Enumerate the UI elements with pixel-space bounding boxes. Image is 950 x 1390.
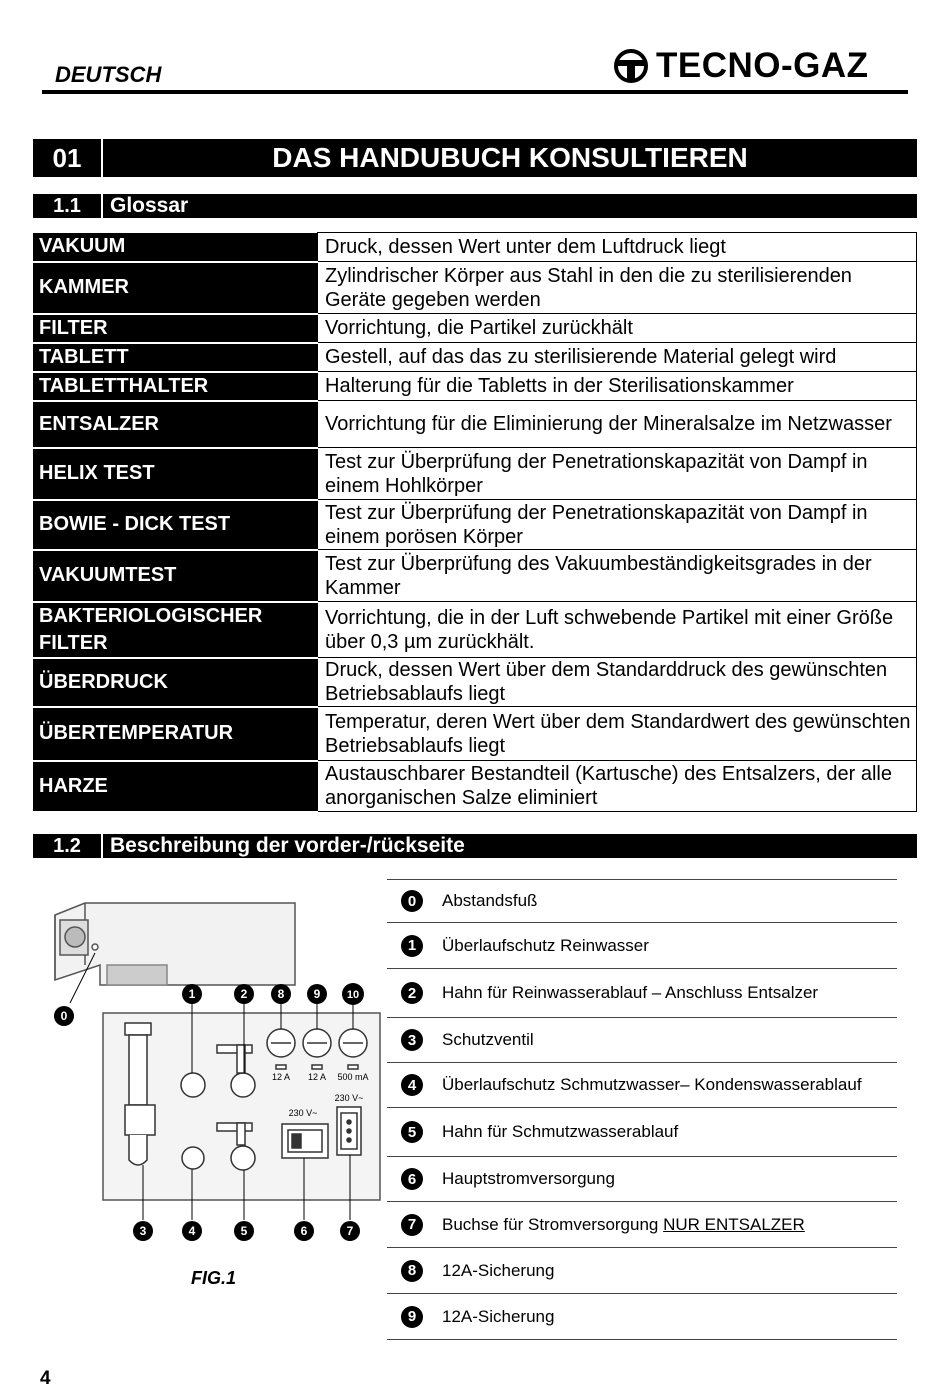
glossary-number: 1.1 <box>33 194 103 218</box>
glossary-term: ÜBERDRUCK <box>33 658 318 707</box>
legend-underlined-label: NUR ENTSALZER <box>663 1214 805 1234</box>
device-rear-panel-figure <box>45 895 385 1255</box>
legend-number-badge: 1 <box>401 935 423 957</box>
legend-item <box>387 1202 897 1248</box>
legend-label: Überlaufschutz Reinwasser <box>442 935 649 955</box>
legend-label: Schutzventil <box>442 1030 534 1049</box>
glossary-definition: Vorrichtung, die Partikel zurückhält <box>318 314 917 343</box>
glossary-row <box>33 448 917 500</box>
glossary-table <box>33 232 917 813</box>
glossary-definition: Austauschbarer Bestandteil (Kartusche) des Entsalzers, der alle anorganischen Salze eliminiert <box>318 761 917 812</box>
legend-number-badge: 7 <box>401 1214 423 1236</box>
legend-item <box>387 1108 897 1157</box>
glossary-row <box>33 343 917 372</box>
glossary-definition: Temperatur, deren Wert über dem Standardwert des gewünschten Betriebsablaufs liegt <box>318 707 917 761</box>
legend-text <box>442 1075 862 1095</box>
callout-0: 0 <box>60 1009 68 1023</box>
legend-item <box>387 879 897 923</box>
glossary-definition: Druck, dessen Wert unter dem Luftdruck liegt <box>318 233 917 262</box>
language-label: DEUTSCH <box>55 62 162 87</box>
glossary-definition: Zylindrischer Körper aus Stahl in den die zu sterilisierenden Geräte gegeben werden <box>318 262 917 314</box>
glossary-term: BAKTERIOLOGISCHER FILTER <box>33 602 318 658</box>
legend-item <box>387 1157 897 1202</box>
section-title: DAS HANDUBUCH KONSULTIEREN <box>272 142 748 173</box>
legend-label: Überlaufschutz Schmutzwasser– Kondenswasserablauf <box>442 1075 862 1094</box>
figure-caption: FIG.1 <box>191 1268 237 1288</box>
fuse-label-9: 12 A <box>307 1072 327 1082</box>
brand-logo <box>614 46 869 86</box>
legend-number-badge: 0 <box>401 890 423 912</box>
legend-label: Hauptstromversorgung <box>442 1169 615 1188</box>
legend-item <box>387 1018 897 1063</box>
legend-item <box>387 969 897 1018</box>
glossary-term: TABLETT <box>33 343 318 372</box>
legend-text <box>442 1122 678 1142</box>
glossary-term: ÜBERTEMPERATUR <box>33 707 318 761</box>
legend-label: Hahn für Schmutzwasserablauf <box>442 1122 679 1141</box>
clean-drain-tap <box>231 1073 255 1097</box>
glossary-row <box>33 262 917 314</box>
glossary-header <box>33 194 917 218</box>
glossary-term: VAKUUMTEST <box>33 550 318 602</box>
fuse-label-8: 12 A <box>271 1072 291 1082</box>
callout-8: 8 <box>277 987 285 1001</box>
glossary-row <box>33 602 917 658</box>
glossary-row <box>33 707 917 761</box>
legend-text <box>442 891 537 911</box>
glossary-term: HARZE <box>33 761 318 812</box>
glossary-row <box>33 372 917 401</box>
legend-number-badge: 6 <box>401 1168 423 1190</box>
dirty-drain-tap <box>231 1146 255 1170</box>
glossary-row <box>33 761 917 812</box>
description-title: Beschreibung der vorder-/rückseite <box>110 834 465 857</box>
legend-item <box>387 1248 897 1294</box>
legend-item <box>387 1063 897 1108</box>
legend-item <box>387 923 897 969</box>
glossary-term: HELIX TEST <box>33 448 318 500</box>
brand-name: TECNO-GAZ <box>656 46 869 85</box>
legend-number-badge: 5 <box>401 1121 423 1143</box>
legend-text <box>442 1030 534 1050</box>
glossary-term: ENTSALZER <box>33 401 318 448</box>
legend-text <box>442 1261 554 1281</box>
section-number: 01 <box>33 139 103 177</box>
legend-item <box>387 1294 897 1340</box>
callout-9: 9 <box>313 987 321 1001</box>
glossary-definition: Gestell, auf das das zu sterilisierende Material gelegt wird <box>318 343 917 372</box>
callout-6: 6 <box>300 1224 308 1238</box>
legend-text <box>442 1169 615 1189</box>
section-header <box>33 139 917 177</box>
glossary-term: BOWIE - DICK TEST <box>33 500 318 550</box>
legend-label: 12A-Sicherung <box>442 1306 555 1326</box>
legend-label: 12A-Sicherung <box>442 1260 555 1280</box>
overflow-dirty-port <box>182 1147 204 1169</box>
description-number: 1.2 <box>33 834 103 858</box>
legend-number-badge: 8 <box>401 1260 423 1282</box>
glossary-row <box>33 658 917 707</box>
tecno-gaz-logo-icon <box>614 49 648 83</box>
callout-2: 2 <box>240 987 248 1001</box>
legend-label: Hahn für Reinwasserablauf – Anschluss Entsalzer <box>442 983 819 1002</box>
legend-label: Buchse für Stromversorgung <box>442 1214 664 1234</box>
legend-number-badge: 3 <box>401 1029 423 1051</box>
overflow-clean-port <box>181 1073 205 1097</box>
glossary-definition: Test zur Überprüfung des Vakuumbeständigkeitsgrades in der Kammer <box>318 550 917 602</box>
glossary-definition: Vorrichtung für die Eliminierung der Mineralsalze im Netzwasser <box>318 401 917 448</box>
voltage-label-socket: 230 V~ <box>334 1093 364 1103</box>
glossary-definition: Test zur Überprüfung der Penetrationskapazität von Dampf in einem porösen Körper <box>318 500 917 550</box>
figure-legend <box>387 879 897 1340</box>
glossary-definition: Vorrichtung, die in der Luft schwebende Partikel mit einer Größe über 0,3 µm zurückhält. <box>318 602 917 658</box>
legend-label: Abstandsfuß <box>442 891 538 910</box>
glossary-definition: Test zur Überprüfung der Penetrationskapazität von Dampf in einem Hohlkörper <box>318 448 917 500</box>
callout-3: 3 <box>139 1224 147 1238</box>
device-outline <box>55 903 295 985</box>
callout-5: 5 <box>240 1224 248 1238</box>
fuse-label-10: 500 mA <box>337 1072 369 1082</box>
glossary-term: TABLETTHALTER <box>33 372 318 401</box>
callout-1: 1 <box>188 987 196 1001</box>
legend-text <box>442 936 649 956</box>
glossary-definition: Druck, dessen Wert über dem Standarddruck des gewünschten Betriebsablaufs liegt <box>318 658 917 707</box>
description-header <box>33 834 917 858</box>
legend-number-badge: 4 <box>401 1074 423 1096</box>
glossary-definition: Halterung für die Tabletts in der Sterilisationskammer <box>318 372 917 401</box>
glossary-title: Glossar <box>110 194 189 217</box>
callout-7: 7 <box>346 1224 354 1238</box>
glossary-row <box>33 401 917 448</box>
glossary-row <box>33 233 917 262</box>
glossary-row <box>33 550 917 602</box>
glossary-term: VAKUUM <box>33 233 318 262</box>
legend-number-badge: 9 <box>401 1306 423 1328</box>
glossary-row <box>33 314 917 343</box>
legend-text <box>442 1307 554 1327</box>
legend-text <box>442 1215 805 1235</box>
glossary-term: FILTER <box>33 314 318 343</box>
callout-10: 10 <box>346 989 360 1001</box>
header-divider <box>42 90 908 94</box>
glossary-term: KAMMER <box>33 262 318 314</box>
voltage-label-main: 230 V~ <box>288 1108 318 1118</box>
legend-text <box>442 983 818 1003</box>
page-number: 4 <box>40 1368 51 1389</box>
glossary-row <box>33 500 917 550</box>
callout-4: 4 <box>188 1224 196 1238</box>
legend-number-badge: 2 <box>401 982 423 1004</box>
